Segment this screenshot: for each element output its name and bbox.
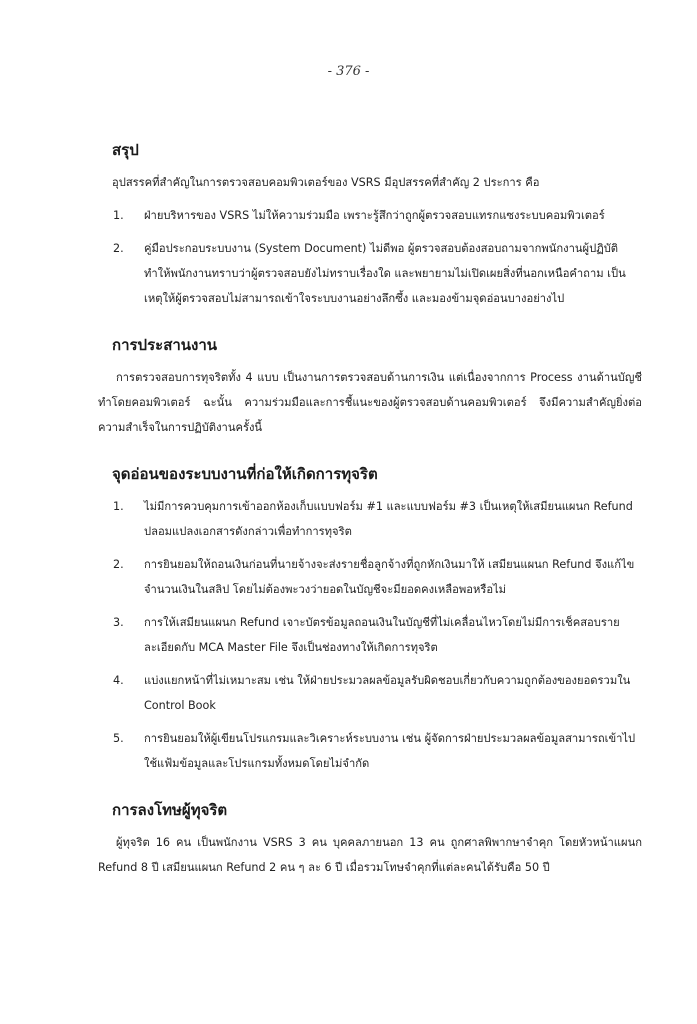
list-item-number: 4. (113, 674, 124, 687)
list-item-text: คู่มือประกอบระบบงาน (System Document) ไม่ดีพอ ผู้ตรวจสอบต้องสอบถามจากพนักงานผู้ปฏิบัติ ทำให้พนักงานทราบว่าผู้ตรวจสอบยังไม่ทราบเรื่องใด และพยายามไม่เปิดเผยสิ่งที่นอกเหนือคำถาม เป็นเหตุให้ผู้ตรวจสอบไม่สามารถเข้าใจระบบงานอย่างลึกซึ้ง และมองข้ามจุดอ่อนบางอย่างไป (144, 242, 626, 305)
summary-list (112, 203, 642, 311)
coordination-paragraph: การตรวจสอบการทุจริตทั้ง 4 แบบ เป็นงานการตรวจสอบด้านการเงิน แต่เนื่องจากการ Process งานด้านบัญชีทำโดยคอมพิวเตอร์ ฉะนั้น ความร่วมมือและการชี้แนะของผู้ตรวจสอบด้านคอมพิวเตอร์ จึงมีความสำคัญยิ่งต่อความสำเร็จในการปฏิบัติงานครั้งนี้ (98, 371, 642, 434)
document-body (98, 138, 642, 880)
list-item (112, 552, 642, 602)
summary-heading: สรุป (112, 141, 139, 159)
weaknesses-heading: จุดอ่อนของระบบงานที่ก่อให้เกิดการทุจริต (112, 465, 378, 483)
list-item-number: 1. (113, 209, 124, 222)
list-item-text: การยินยอมให้ถอนเงินก่อนที่นายจ้างจะส่งรายชื่อลูกจ้างที่ถูกหักเงินมาให้ เสมียนแผนก Refund จึงแก้ไขจำนวนเงินในสลิป โดยไม่ต้องพะวงว่ายอดในบัญชีจะมียอดคงเหลือพอหรือไม่ (144, 558, 635, 596)
list-item (112, 668, 642, 718)
list-item (112, 203, 642, 228)
punishment-paragraph: ผู้ทุจริต 16 คน เป็นพนักงาน VSRS 3 คน บุคคลภายนอก 13 คน ถูกศาลพิพากษาจำคุก โดยหัวหน้าแผนก Refund 8 ปี เสมียนแผนก Refund 2 คน ๆ ละ 6 ปี เมื่อรวมโทษจำคุกที่แต่ละคนได้รับคือ 50 ปี (98, 836, 642, 874)
list-item (112, 726, 642, 776)
list-item (112, 236, 642, 311)
list-item-number: 3. (113, 616, 124, 629)
list-item-text: แบ่งแยกหน้าที่ไม่เหมาะสม เช่น ให้ฝ่ายประมวลผลข้อมูลรับผิดชอบเกี่ยวกับความถูกต้องของยอดรวมใน Control Book (144, 674, 631, 712)
list-item (112, 610, 642, 660)
weaknesses-list (112, 494, 642, 776)
list-item-number: 2. (113, 558, 124, 571)
coordination-heading: การประสานงาน (112, 336, 218, 354)
list-item-number: 5. (113, 732, 124, 745)
list-item-number: 2. (113, 242, 124, 255)
list-item (112, 494, 642, 544)
summary-intro: อุปสรรคที่สำคัญในการตรวจสอบคอมพิวเตอร์ของ VSRS มีอุปสรรคที่สำคัญ 2 ประการ คือ (112, 176, 540, 189)
list-item-text: ฝ่ายบริหารของ VSRS ไม่ให้ความร่วมมือ เพราะรู้สึกว่าถูกผู้ตรวจสอบแทรกแซงระบบคอมพิวเตอร์ (144, 209, 605, 222)
list-item-text: ไม่มีการควบคุมการเข้าออกห้องเก็บแบบฟอร์ม #1 และแบบฟอร์ม #3 เป็นเหตุให้เสมียนแผนก Refund ปลอมแปลงเอกสารดังกล่าวเพื่อทำการทุจริต (144, 500, 633, 538)
page-number: - 376 - (327, 64, 370, 79)
list-item-text: การให้เสมียนแผนก Refund เจาะบัตรข้อมูลถอนเงินในบัญชีที่ไม่เคลื่อนไหวโดยไม่มีการเช็คสอบรายละเอียดกับ MCA Master File จึงเป็นช่องทางให้เกิดการทุจริต (144, 616, 620, 654)
punishment-heading: การลงโทษผู้ทุจริต (112, 801, 228, 819)
list-item-number: 1. (113, 500, 124, 513)
list-item-text: การยินยอมให้ผู้เขียนโปรแกรมและวิเคราะห์ระบบงาน เช่น ผู้จัดการฝ่ายประมวลผลข้อมูลสามารถเข้าไปใช้แฟ้มข้อมูลและโปรแกรมทั้งหมดโดยไม่จำกัด (144, 732, 636, 770)
